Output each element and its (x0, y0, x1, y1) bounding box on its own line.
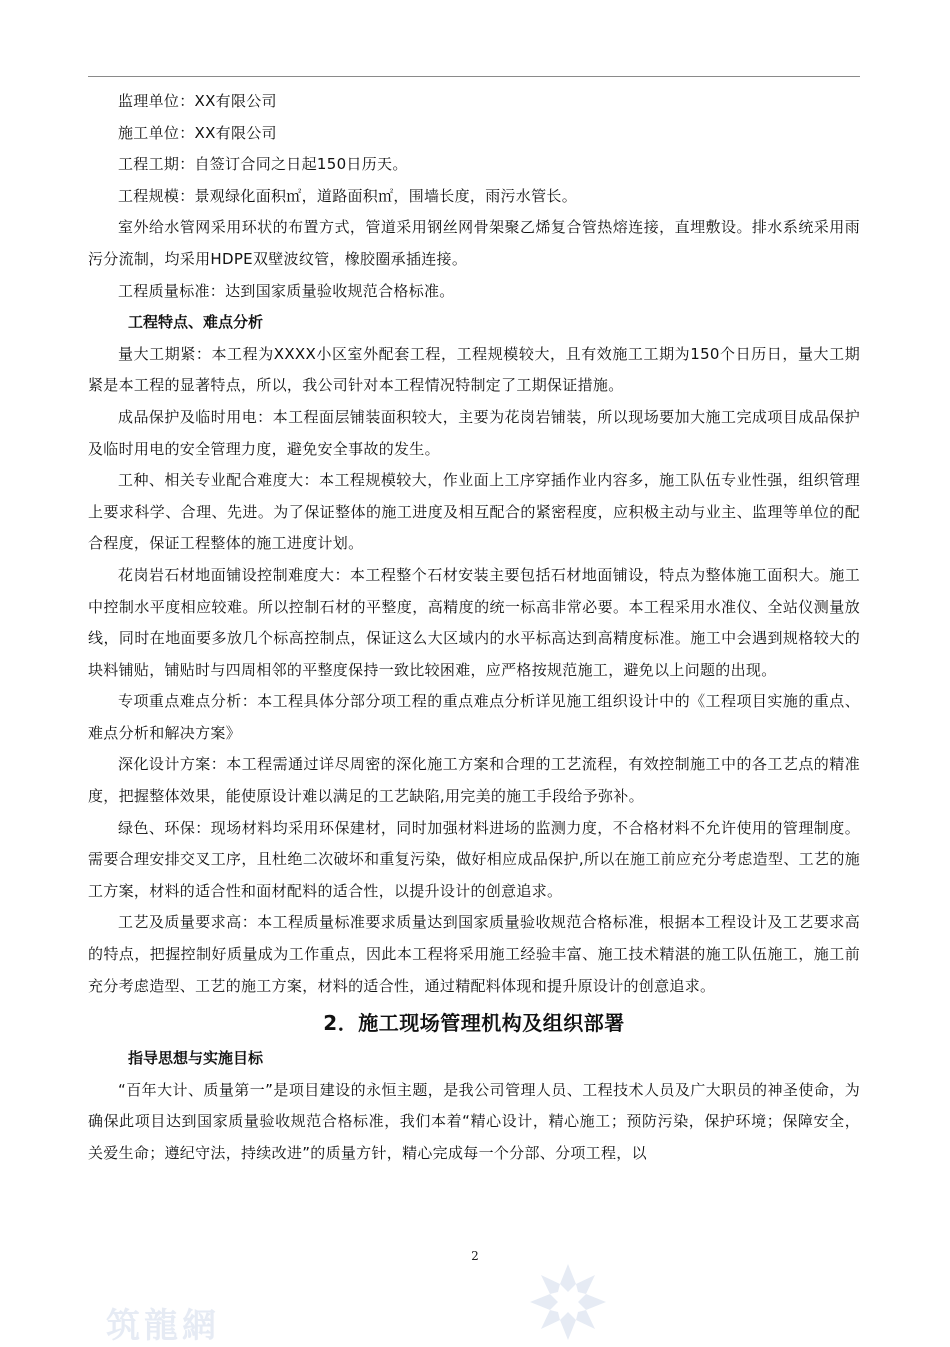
quality-standard-line: 工程质量标准：达到国家质量验收规范合格标准。 (118, 281, 455, 300)
feature-paragraph: 量大工期紧：本工程为XXXX小区室外配套工程，工程规模较大，且有效施工工期为150个日历日，量大工期紧是本工程的显著特点，所以，我公司针对本工程情况特制定了工期保证措施。 (88, 344, 860, 395)
feature-paragraph: 工艺及质量要求高：本工程质量标准要求质量达到国家质量验收规范合格标准，根据本工程设计及工艺要求高的特点，把握控制好质量成为工作重点，因此本工程将采用施工经验丰富、施工技术精湛的施工队伍施工，施工前充分考虑造型、工艺的施工方案，材料的适合性，通过精配料体现和提升原设计的创意追求。 (88, 913, 860, 995)
page-number: 2 (471, 1249, 479, 1263)
watermark-text: 筑龍網 (106, 1306, 220, 1346)
features-heading: 工程特点、难点分析 (128, 313, 264, 332)
section-paragraph: “百年大计、质量第一”是项目建设的永恒主题，是我公司管理人员、工程技术人员及广大职员的神圣使命，为确保此项目达到国家质量验收规范合格标准，我们本着“精心设计，精心施工；预防污染，保护环境；保障安全，关爱生命；遵纪守法，持续改进”的质量方针，精心完成每一个分部、分项工程，以 (88, 1080, 860, 1162)
document-body (88, 86, 860, 1170)
supervisor-line: 监理单位：XX有限公司 (118, 92, 277, 110)
section-heading: 2．施工现场管理机构及组织部署 (323, 1011, 625, 1036)
watermark-logo-icon (528, 1262, 608, 1342)
header-rule (88, 76, 860, 77)
feature-paragraph: 深化设计方案：本工程需通过详尽周密的深化施工方案和合理的工艺流程，有效控制施工中的各工艺点的精准度，把握整体效果，能使原设计难以满足的工艺缺陷,用完美的施工手段给予弥补。 (88, 755, 860, 806)
piping-paragraph: 室外给水管网采用环状的布置方式，管道采用钢丝网骨架聚乙烯复合管热熔连接，直埋敷设。排水系统采用雨污分流制，均采用HDPE双壁波纹管，橡胶圈承插连接。 (88, 218, 860, 268)
feature-paragraph: 绿色、环保：现场材料均采用环保建材，同时加强材料进场的监测力度，不合格材料不允许使用的管理制度。需要合理安排交叉工序，且杜绝二次破坏和重复污染，做好相应成品保护,所以在施工前应充分考虑造型、工艺的施工方案，材料的适合性和面材配料的适合性，以提升设计的创意追求。 (88, 818, 860, 900)
feature-paragraph: 专项重点难点分析：本工程具体分部分项工程的重点难点分析详见施工组织设计中的《工程项目实施的重点、难点分析和解决方案》 (88, 692, 860, 742)
feature-paragraph: 成品保护及临时用电：本工程面层铺装面积较大，主要为花岗岩铺装，所以现场要加大施工完成项目成品保护及临时用电的安全管理力度，避免安全事故的发生。 (88, 407, 860, 458)
scale-line: 工程规模：景观绿化面积㎡，道路面积㎡，围墙长度，雨污水管长。 (118, 186, 578, 205)
duration-line: 工程工期：自签订合同之日起150日历天。 (118, 155, 408, 174)
contractor-line: 施工单位：XX有限公司 (118, 123, 277, 142)
section-sub-heading: 指导思想与实施目标 (128, 1049, 264, 1068)
feature-paragraph: 工种、相关专业配合难度大：本工程规模较大，作业面上工序穿插作业内容多，施工队伍专业性强，组织管理上要求科学、合理、先进。为了保证整体的施工进度及相互配合的紧密程度，应积极主动与业主、监理等单位的配合程度，保证工程整体的施工进度计划。 (88, 471, 860, 553)
feature-paragraph: 花岗岩石材地面铺设控制难度大：本工程整个石材安装主要包括石材地面铺设，特点为整体施工面积大。施工中控制水平度相应较难。所以控制石材的平整度，高精度的统一标高非常必要。本工程采用水准仪、全站仪测量放线，同时在地面要多放几个标高控制点，保证这么大区域内的水平标高达到高精度标准。施工中会遇到规格较大的块料铺贴，铺贴时与四周相邻的平整度保持一致比较困难，应严格按规范施工，避免以上问题的出现。 (88, 565, 860, 679)
